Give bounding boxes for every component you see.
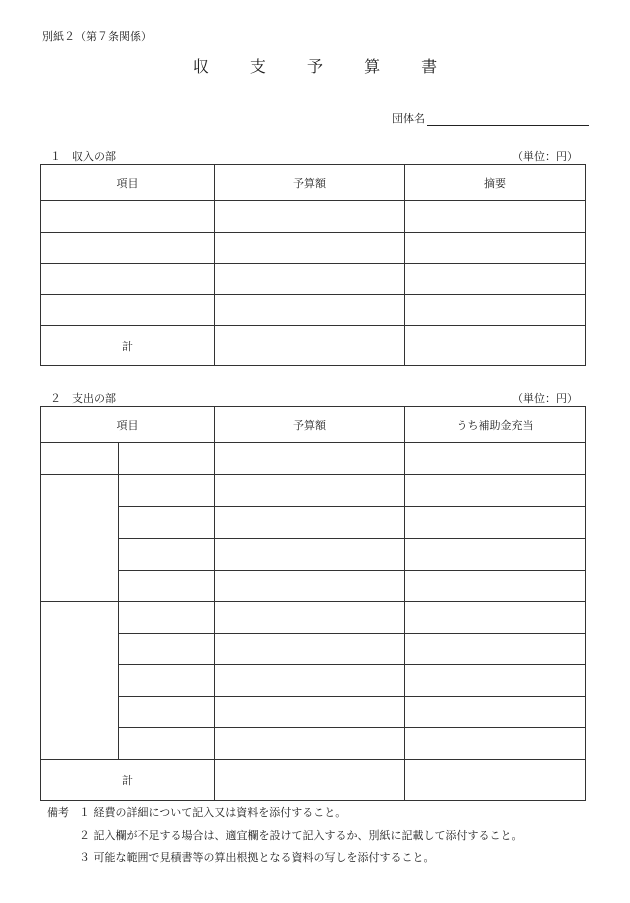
income-row <box>41 233 586 264</box>
income-remarks-cell[interactable] <box>405 201 586 233</box>
note-item: ２ 記入欄が不足する場合は、適宜欄を設けて記入するか、別紙に記載して添付すること。 <box>79 829 523 842</box>
income-heading: １ 収入の部 <box>50 150 116 163</box>
note-item: ３ 可能な範囲で見積書等の算出根拠となる資料の写しを添付すること。 <box>79 851 435 864</box>
expense-item-cell[interactable] <box>119 634 215 665</box>
expense-subsidy-cell[interactable] <box>405 443 586 475</box>
expense-item-cell[interactable] <box>119 539 215 571</box>
expense-item-cell[interactable] <box>119 697 215 728</box>
expense-col-item: 項目 <box>41 407 215 443</box>
expense-col-budget: 予算額 <box>215 407 405 443</box>
expense-row <box>41 539 586 571</box>
expense-subsidy-cell[interactable] <box>405 475 586 507</box>
document-title: 収 支 予 算 書 <box>192 57 456 76</box>
expense-budget-cell[interactable] <box>215 539 405 571</box>
expense-row <box>41 443 586 475</box>
income-unit: （単位：円） <box>512 150 578 163</box>
expense-unit: （単位：円） <box>512 392 578 405</box>
expense-row <box>41 507 586 539</box>
income-budget-cell[interactable] <box>215 295 405 326</box>
income-row <box>41 264 586 295</box>
expense-subsidy-cell[interactable] <box>405 571 586 602</box>
income-item-cell[interactable] <box>41 264 215 295</box>
expense-row <box>41 475 586 507</box>
expense-subsidy-cell[interactable] <box>405 728 586 760</box>
income-item-cell[interactable] <box>41 233 215 264</box>
notes-label: 備考 <box>47 806 69 819</box>
expense-category-cell[interactable] <box>41 602 119 760</box>
income-total-label: 計 <box>41 326 215 366</box>
expense-budget-cell[interactable] <box>215 443 405 475</box>
income-row <box>41 201 586 233</box>
expense-category-cell[interactable] <box>41 443 119 475</box>
expense-category-cell[interactable] <box>41 475 119 602</box>
expense-subsidy-cell[interactable] <box>405 539 586 571</box>
organization-label: 団体名 <box>392 112 425 125</box>
expense-row <box>41 728 586 760</box>
income-total-budget-cell[interactable] <box>215 326 405 366</box>
income-budget-cell[interactable] <box>215 201 405 233</box>
income-col-budget: 予算額 <box>215 165 405 201</box>
expense-row <box>41 634 586 665</box>
expense-table <box>40 406 586 801</box>
income-total-remarks-cell[interactable] <box>405 326 586 366</box>
income-remarks-cell[interactable] <box>405 233 586 264</box>
income-remarks-cell[interactable] <box>405 295 586 326</box>
expense-budget-cell[interactable] <box>215 602 405 634</box>
expense-row <box>41 571 586 602</box>
income-table <box>40 164 586 366</box>
organization-name-field[interactable] <box>392 110 589 126</box>
expense-col-subsidy: うち補助金充当 <box>405 407 586 443</box>
income-row <box>41 295 586 326</box>
organization-name-line[interactable] <box>427 113 589 126</box>
attachment-label: 別紙２（第７条関係） <box>42 30 152 43</box>
income-col-item: 項目 <box>41 165 215 201</box>
expense-row <box>41 697 586 728</box>
income-header-row <box>41 165 586 201</box>
note-item: １ 経費の詳細について記入又は資料を添付すること。 <box>79 806 347 819</box>
expense-subsidy-cell[interactable] <box>405 697 586 728</box>
expense-row <box>41 602 586 634</box>
expense-total-subsidy-cell[interactable] <box>405 760 586 801</box>
expense-budget-cell[interactable] <box>215 728 405 760</box>
income-total-row <box>41 326 586 366</box>
income-budget-cell[interactable] <box>215 233 405 264</box>
expense-budget-cell[interactable] <box>215 507 405 539</box>
expense-subsidy-cell[interactable] <box>405 507 586 539</box>
expense-budget-cell[interactable] <box>215 697 405 728</box>
expense-budget-cell[interactable] <box>215 634 405 665</box>
expense-budget-cell[interactable] <box>215 665 405 697</box>
expense-budget-cell[interactable] <box>215 571 405 602</box>
expense-subsidy-cell[interactable] <box>405 634 586 665</box>
expense-subsidy-cell[interactable] <box>405 602 586 634</box>
expense-item-cell[interactable] <box>119 571 215 602</box>
expense-item-cell[interactable] <box>119 507 215 539</box>
expense-total-budget-cell[interactable] <box>215 760 405 801</box>
expense-header-row <box>41 407 586 443</box>
income-col-remarks: 摘要 <box>405 165 586 201</box>
income-budget-cell[interactable] <box>215 264 405 295</box>
expense-total-row <box>41 760 586 801</box>
expense-item-cell[interactable] <box>119 443 215 475</box>
expense-row <box>41 665 586 697</box>
expense-item-cell[interactable] <box>119 728 215 760</box>
income-item-cell[interactable] <box>41 201 215 233</box>
expense-total-label: 計 <box>41 760 215 801</box>
income-item-cell[interactable] <box>41 295 215 326</box>
expense-item-cell[interactable] <box>119 602 215 634</box>
expense-budget-cell[interactable] <box>215 475 405 507</box>
expense-heading: ２ 支出の部 <box>50 392 116 405</box>
expense-item-cell[interactable] <box>119 475 215 507</box>
expense-subsidy-cell[interactable] <box>405 665 586 697</box>
expense-item-cell[interactable] <box>119 665 215 697</box>
income-remarks-cell[interactable] <box>405 264 586 295</box>
